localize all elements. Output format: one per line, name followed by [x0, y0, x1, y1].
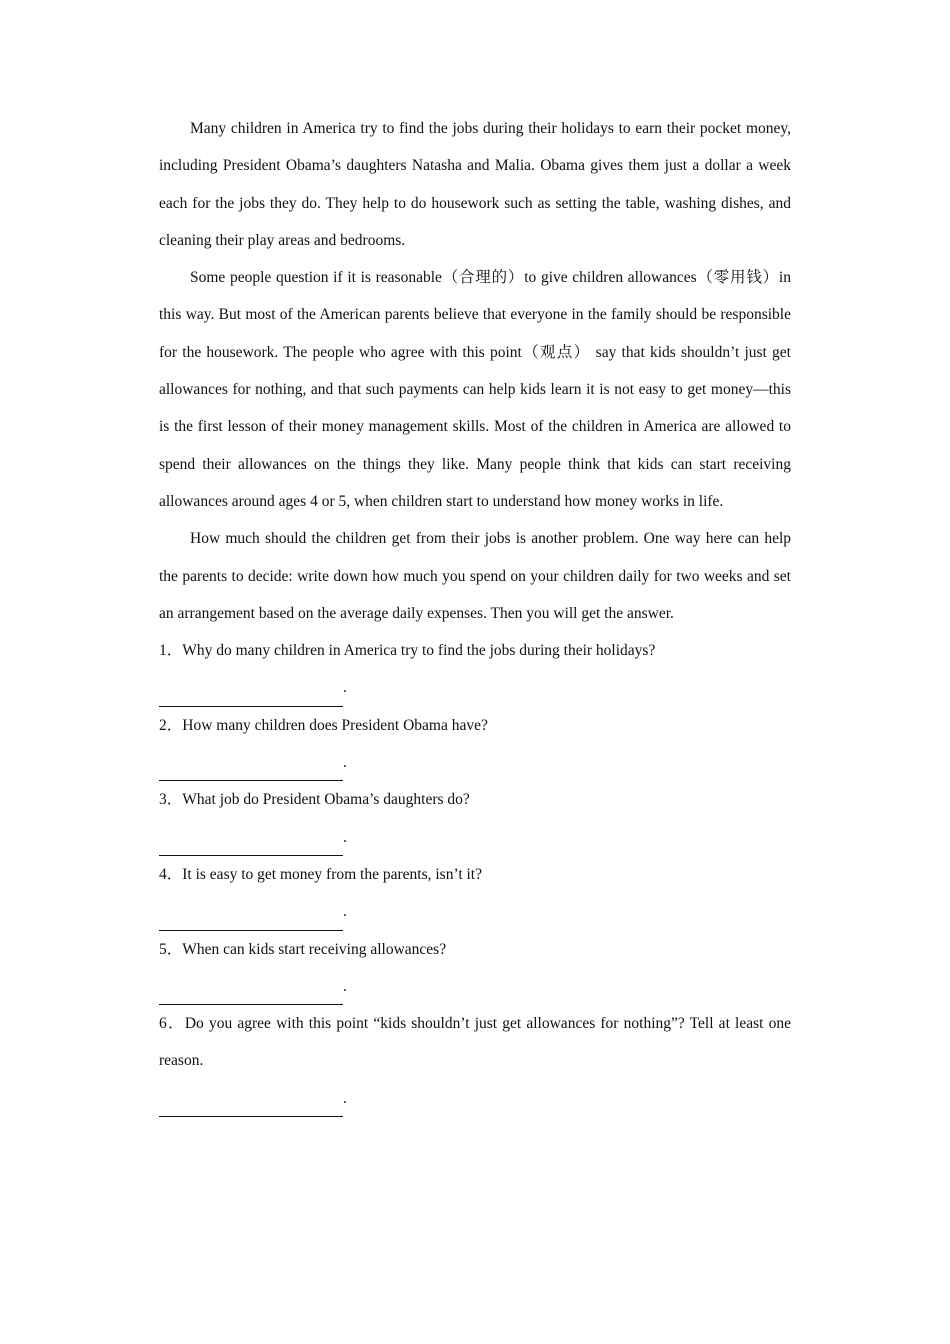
answer-line[interactable] [159, 968, 791, 1005]
answer-blank[interactable] [159, 753, 343, 781]
answer-blank[interactable] [159, 977, 343, 1005]
passage-paragraph-3: How much should the children get from their jobs is another problem. One way here can help the parents to decide: write down how much you spend on your children daily for two weeks and set an arrangement based on the average daily expenses. Then you will get the answer. [159, 530, 791, 622]
question-text: 2．How many children does President Obama have? [159, 716, 488, 734]
question-5 [159, 931, 791, 1006]
question-text: 5．When can kids start receiving allowances? [159, 940, 447, 958]
answer-blank[interactable] [159, 828, 343, 856]
question-2 [159, 707, 791, 782]
answer-period: . [343, 903, 347, 921]
answer-blank[interactable] [159, 679, 343, 707]
question-6 [159, 1005, 791, 1117]
answer-blank[interactable] [159, 1089, 343, 1117]
answer-period: . [343, 679, 347, 697]
answer-line[interactable] [159, 1080, 791, 1117]
answer-period: . [343, 828, 347, 846]
passage-paragraph-1: Many children in America try to find the jobs during their holidays to earn their pocket money, including President Obama’s daughters Natasha and Malia. Obama gives them just a dollar a week each for the jobs they do. They help to do housework such as setting the table, washing dishes, and cleaning their play areas and bedrooms. [159, 120, 791, 249]
answer-line[interactable] [159, 669, 791, 706]
answer-line[interactable] [159, 744, 791, 781]
answer-line[interactable] [159, 819, 791, 856]
question-3 [159, 781, 791, 856]
question-4 [159, 856, 791, 931]
answer-line[interactable] [159, 893, 791, 930]
question-text: 3．What job do President Obama’s daughters do? [159, 791, 470, 809]
document-page [159, 110, 791, 1117]
question-text: 1．Why do many children in America try to find the jobs during their holidays? [159, 642, 656, 660]
passage-paragraph-2: Some people question if it is reasonable（合理的）to give children allowances（零用钱）in this way. But most of the American parents believe that everyone in the family should be responsible for the housework. The people who agree with this point（观点） say that kids shouldn’t just get allowances for nothing, and that such payments can help kids learn it is not easy to get money—this is the first lesson of their money management skills. Most of the children in America are allowed to spend their allowances on the things they like. Many people think that kids can start receiving allowances around ages 4 or 5, when children start to understand how money works in life. [159, 269, 791, 510]
answer-period: . [343, 754, 347, 772]
question-1 [159, 632, 791, 707]
question-text: 6．Do you agree with this point “kids shouldn’t just get allowances for nothing”? Tell at least one reason. [159, 1015, 791, 1070]
answer-period: . [343, 1089, 347, 1107]
answer-blank[interactable] [159, 903, 343, 931]
answer-period: . [343, 977, 347, 995]
question-text: 4．It is easy to get money from the parents, isn’t it? [159, 865, 482, 883]
